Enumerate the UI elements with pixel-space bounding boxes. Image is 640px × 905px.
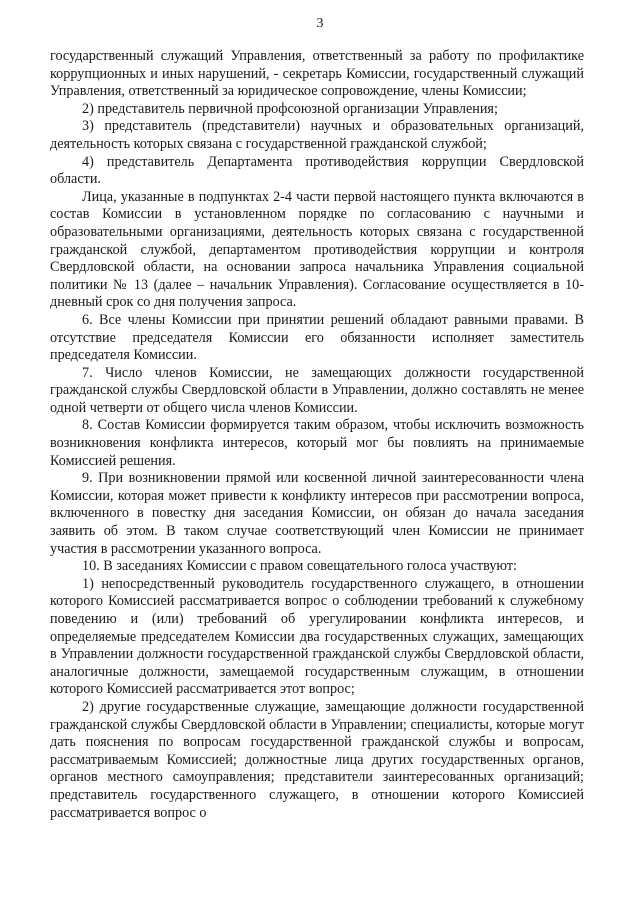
paragraph: 3) представитель (представители) научных и образовательных организаций, деятельность которых связана с государственной гражданской службой; [50,118,584,152]
paragraph: 6. Все члены Комиссии при принятии решений обладают равными правами. В отсутствие председателя Комиссии его обязанности исполняет заместитель председателя Комиссии. [50,311,584,364]
paragraph: 10. В заседаниях Комиссии с правом совещательного голоса участвуют: [82,558,517,575]
paragraph: 9. При возникновении прямой или косвенной личной заинтересованности члена Комиссии, которая может привести к конфликту интересов при рассмотрении вопроса, включенного в повестку дня заседания Комиссии, он обязан до начала заседания заявить об этом. В таком случае соответствующий член Комиссии не принимает участия в рассмотрении указанного вопроса. [50,470,584,557]
document-body [50,48,584,822]
paragraph: 4) представитель Департамента противодействия коррупции Свердловской области. [50,153,584,188]
page-number: 3 [316,16,324,31]
paragraph: 8. Состав Комиссии формируется таким образом, чтобы исключить возможность возникновения конфликта интересов, который мог бы повлиять на принимаемые Комиссией решения. [50,417,584,469]
paragraph: государственный служащий Управления, ответственный за работу по профилактике коррупционных и иных нарушений, - секретарь Комиссии, государственный служащий Управления, ответственный за юридическое сопровождение, члены Комиссии; [50,48,584,100]
paragraph: 2) представитель первичной профсоюзной организации Управления; [82,100,498,117]
paragraph: 1) непосредственный руководитель государственного служащего, в отношении которого Комиссией рассматривается вопрос о соблюдении требований к служебному поведению и (или) требований об урегулировании конфликта интересов, и определяемые председателем Комиссии два государственных служащих, замещающих в Управлении должности государственной гражданской службы Свердловской области, аналогичные должности, замещаемой государственным служащим, в отношении которого Комиссией рассматривается этот вопрос; [50,575,584,698]
paragraph: 7. Число членов Комиссии, не замещающих должности государственной гражданской службы Свердловской области в Управлении, должно составлять не менее одной четверти от общего числа членов Комиссии. [50,364,584,416]
paragraph: Лица, указанные в подпунктах 2-4 части первой настоящего пункта включаются в состав Комиссии в установленном порядке по согласованию с научными и образовательными организациями, деятельность которых связана с государственной гражданской службой, департаментом противодействия коррупции и контроля Свердловской области, на основании запроса начальника Управления социальной политики № 13 (далее – начальник Управления). Согласование осуществляется в 10-дневный срок со дня получения запроса. [50,188,584,311]
paragraph: 2) другие государственные служащие, замещающие должности государственной гражданской службы Свердловской области в Управлении; специалисты, которые могут дать пояснения по вопросам государственной гражданской службы и вопросам, рассматриваемым Комиссией; должностные лица других государственных органов, органов местного самоуправления; представители заинтересованных организаций; представитель государственного служащего, в отношении которого Комиссией рассматривается вопрос о [50,698,584,821]
